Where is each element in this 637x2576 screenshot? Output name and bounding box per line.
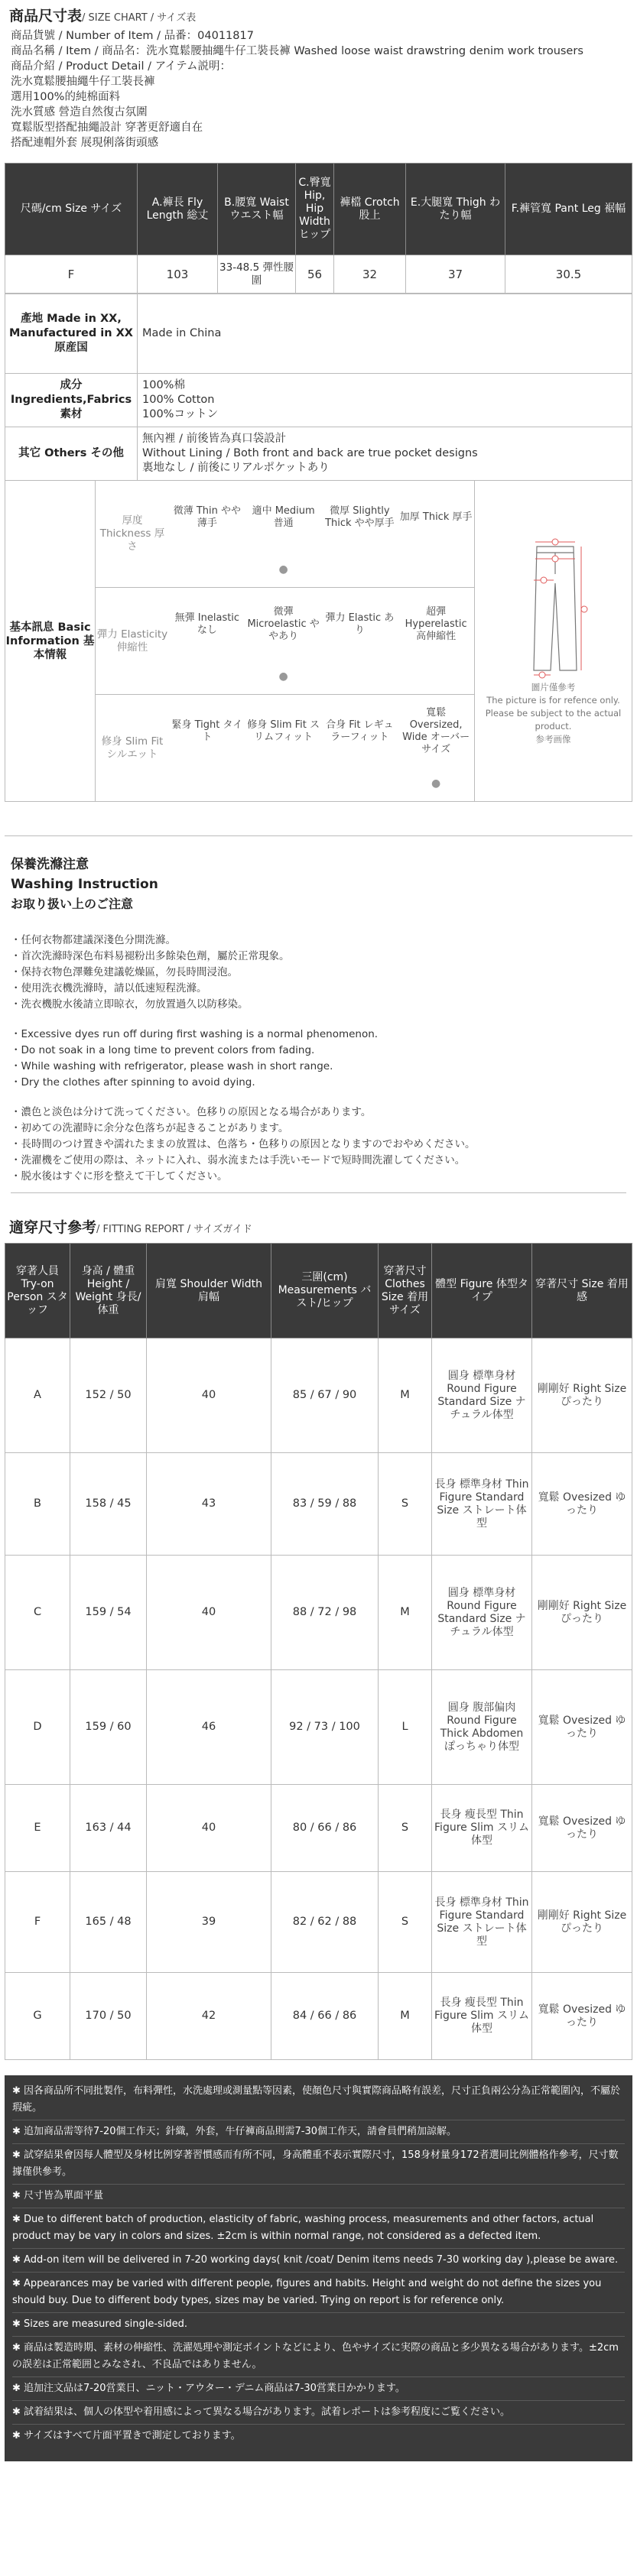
- washing-line: ・Do not soak in a long time to prevent colors from fading.: [11, 1044, 315, 1056]
- length-cell: 103: [138, 255, 218, 294]
- height-weight-cell: 163 / 44: [70, 1785, 147, 1872]
- detail-line: 選用100%的純棉面料: [11, 91, 120, 103]
- fit-feel-header: 穿著尺寸 Size 着用感: [532, 1244, 632, 1338]
- shoulder-cell: 40: [147, 1338, 271, 1453]
- option-label: 超彈 Hyperelastic 高伸縮性: [405, 606, 467, 642]
- figure-cell: 圓身 腹部偏肉 Round Figure Thick Abdomen ぽっちゃり体型: [432, 1670, 532, 1785]
- selection-dot-icon: [169, 554, 245, 585]
- shoulder-cell: 42: [147, 1973, 271, 2060]
- origin-label: 產地 Made in XX, Manufactured in XX 原産国: [5, 294, 138, 374]
- measurements-header: 三圍(cm) Measurements バスト/ヒップ: [271, 1244, 379, 1338]
- washing-title: [11, 855, 626, 914]
- measurements-cell: 85 / 67 / 90: [271, 1338, 379, 1453]
- option-label: 微厚 Slightly Thick やや厚手: [325, 505, 395, 529]
- washing-line: ・首次洗滌時深色布料易褪粉出多餘染色劑，屬於正常現象。: [11, 950, 290, 962]
- fitting-title: [5, 1212, 632, 1238]
- elasticity-label: 彈力 Elasticity 伸縮性: [96, 628, 168, 654]
- person-header: 穿著人員 Try-on Person スタッフ: [5, 1244, 70, 1338]
- fabric-value: 100%棉 100% Cotton 100%コットン: [138, 374, 632, 427]
- fit-feel-cell: 寬鬆 Ovesized ゆったり: [532, 1453, 632, 1556]
- person-cell: A: [5, 1338, 70, 1453]
- figure-cell: 長身 瘦長型 Thin Figure Slim スリム体型: [432, 1785, 532, 1872]
- note-item: ✱ Sizes are measured single-sided.: [12, 2313, 625, 2337]
- selection-dot-icon: [169, 768, 245, 799]
- title-text: 商品尺寸表: [9, 8, 83, 24]
- measurements-cell: 80 / 66 / 86: [271, 1785, 379, 1872]
- option-label: 適中 Medium 普通: [252, 505, 315, 529]
- washing-line: ・脱水後はすぐに形を整えて干してください。: [11, 1170, 228, 1183]
- fit-label: 修身 Slim Fit シルエット: [101, 735, 164, 761]
- fabric-row: [5, 374, 632, 427]
- option-label: 微薄 Thin やや薄手: [173, 505, 242, 529]
- fitting-title-text: 適穿尺寸參考: [9, 1219, 97, 1236]
- others-label: 其它 Others その他: [5, 427, 138, 481]
- pant-leg-cell: 30.5: [505, 255, 632, 294]
- image-note: The picture is for refence only.: [486, 695, 620, 706]
- option-label: 無彈 Inelastic なし: [174, 612, 240, 636]
- thigh-cell: 37: [406, 255, 505, 294]
- note-item: ✱ 追加注文品は7-20営業日、ニット・アウター・デニム商品は7-30営業日かかります。: [12, 2377, 625, 2401]
- selection-dot-icon: [398, 661, 474, 692]
- height-weight-cell: 158 / 45: [70, 1453, 147, 1556]
- option-label: 加厚 Thick 厚手: [399, 511, 473, 523]
- option-label: 修身 Slim Fit スリムフィット: [247, 719, 320, 743]
- person-cell: G: [5, 1973, 70, 2060]
- image-note: Please be subject to the actual product.: [485, 708, 622, 732]
- note-item: ✱ 試穿結果會因每人體型及身材比例穿著習慣感而有所不同，身高體重不表示實際尺寸，158身材量身172者選同比例體格作參考，尺寸數據僅供參考。: [12, 2144, 625, 2185]
- washing-line: ・初めての洗濯時に余分な色落ちが起きることがあります。: [11, 1122, 289, 1134]
- fit-feel-cell: 剛剛好 Right Size ぴったり: [532, 1556, 632, 1670]
- pant-leg-header: F.褲管寬 Pant Leg 裾幅: [505, 164, 632, 255]
- shoulder-cell: 40: [147, 1785, 271, 1872]
- others-value: 無內裡 / 前後皆為真口袋設計 Without Lining / Both front and back are true pocket designs 裏地なし / 前後にリアルポケットあり: [138, 427, 632, 481]
- measurements-cell: 88 / 72 / 98: [271, 1556, 379, 1670]
- elasticity-row: [96, 588, 474, 695]
- note-item: ✱ サイズはすべて片面平置きで測定しております。: [12, 2430, 241, 2441]
- washing-title-zh: 保養洗滌注意: [11, 857, 89, 872]
- detail-line: 寬鬆版型搭配抽繩設計 穿著更舒適自在: [11, 122, 203, 134]
- thickness-row: [96, 481, 474, 588]
- size-chart-title: [5, 0, 632, 27]
- washing-line: ・Dry the clothes after spinning to avoid dying.: [11, 1076, 255, 1088]
- person-cell: E: [5, 1785, 70, 1872]
- note-item: ✱ 試着結果は、個人の体型や着用感によって異なる場合があります。試着レポートは参考程度にご覧ください。: [12, 2401, 625, 2425]
- clothes-size-cell: S: [379, 1872, 432, 1973]
- detail-line: 搭配連帽外套 展現俐落街頭感: [11, 137, 159, 149]
- item-name: 商品名稱 / Item / 商品名：洗水寬鬆腰抽繩牛仔工裝長褲 Washed loose waist drawstring denim work trousers: [11, 45, 583, 57]
- table-row: [5, 1670, 632, 1785]
- washing-line: ・長時間のつけ置きや濡れたままの放置は、色落ち・色移りの原因となりますのでおやめください。: [11, 1138, 476, 1150]
- person-cell: D: [5, 1670, 70, 1785]
- fabric-label: 成分 Ingredients,Fabrics 素材: [5, 374, 138, 427]
- basic-info-grid: [96, 481, 475, 801]
- product-info: [5, 27, 632, 151]
- figure-cell: 圓身 標準身材 Round Figure Standard Size ナチュラル体型: [432, 1338, 532, 1453]
- length-header: A.褲長 Fly Length 総丈: [138, 164, 218, 255]
- clothes-size-cell: M: [379, 1973, 432, 2060]
- note-item: ✱ Add-on item will be delivered in 7-20 working days( knit /coat/ Denim items needs 7-30 working day ),please be aware.: [12, 2249, 625, 2273]
- measurement-diagram: [475, 481, 632, 801]
- height-weight-cell: 170 / 50: [70, 1973, 147, 2060]
- measurements-cell: 92 / 73 / 100: [271, 1670, 379, 1785]
- selection-dot-icon: ●: [278, 670, 288, 683]
- height-weight-cell: 159 / 60: [70, 1670, 147, 1785]
- fit-feel-cell: 寬鬆 Ovesized ゆったり: [532, 1973, 632, 2060]
- measurements-cell: 83 / 59 / 88: [271, 1453, 379, 1556]
- notes-panel: [5, 2075, 632, 2461]
- image-note: 参考画像: [535, 734, 571, 745]
- note-item: ✱ 尺寸皆為單面平量: [12, 2185, 625, 2208]
- fit-feel-cell: 寬鬆 Ovesized ゆったり: [532, 1670, 632, 1785]
- thigh-header: E.大腿寬 Thigh わたり幅: [406, 164, 505, 255]
- selection-dot-icon: [322, 661, 398, 692]
- shoulder-cell: 46: [147, 1670, 271, 1785]
- washing-line: ・洗衣機脫水後請立即晾衣，勿放置過久以防移染。: [11, 998, 249, 1011]
- note-item: ✱ Due to different batch of production, elasticity of fabric, washing process, measurements and other factors, actual product may be vary in colors and sizes. ±2cm is within normal range, not considered as a defected item.: [12, 2208, 625, 2249]
- selection-dot-icon: [245, 768, 322, 799]
- washing-line: ・Excessive dyes run off during first washing is a normal phenomenon.: [11, 1028, 379, 1040]
- washing-line: ・洗濯機をご使用の際は、ネットに入れ、弱水流または手洗いモードで短時間洗濯してください。: [11, 1154, 466, 1166]
- fit-feel-cell: 剛剛好 Right Size ぴったり: [532, 1338, 632, 1453]
- title-subtitle: / SIZE CHART / サイズ表: [82, 12, 197, 24]
- shoulder-cell: 43: [147, 1453, 271, 1556]
- table-row: [5, 1453, 632, 1556]
- figure-cell: 長身 瘦長型 Thin Figure Slim スリム体型: [432, 1973, 532, 2060]
- table-row: [5, 1338, 632, 1453]
- selection-dot-icon: [398, 554, 474, 585]
- waist-header: B.腰寬 Waist ウエスト幅: [218, 164, 296, 255]
- waist-cell: 33-48.5 彈性腰圍: [218, 255, 296, 294]
- measurements-cell: 82 / 62 / 88: [271, 1872, 379, 1973]
- hip-header: C.臀寬 Hip, Hip Width ヒップ: [296, 164, 334, 255]
- fitting-subtitle: / FITTING REPORT / サイズガイド: [96, 1224, 252, 1235]
- measurements-cell: 84 / 66 / 86: [271, 1973, 379, 2060]
- option-label: 微彈 Microelastic ややあり: [247, 606, 320, 642]
- table-row: [5, 1973, 632, 2060]
- fit-feel-cell: 寬鬆 Ovesized ゆったり: [532, 1785, 632, 1872]
- origin-value: Made in China: [138, 294, 632, 374]
- table-row: [5, 1785, 632, 1872]
- basic-info-label: 基本訊息 Basic Information 基本情報: [5, 481, 96, 801]
- washing-line: ・While washing with refrigerator, please wash in short range.: [11, 1060, 333, 1072]
- crotch-cell: 32: [334, 255, 406, 294]
- selection-dot-icon: ●: [278, 563, 288, 576]
- clothes-size-cell: S: [379, 1453, 432, 1556]
- thickness-label: 厚度 Thickness 厚さ: [99, 514, 165, 553]
- fit-row: [96, 695, 474, 802]
- person-cell: F: [5, 1872, 70, 1973]
- washing-line: ・使用洗衣機洗滌時，請以低速短程洗滌。: [11, 982, 207, 994]
- crotch-header: 褲檔 Crotch 股上: [334, 164, 406, 255]
- height-weight-cell: 159 / 54: [70, 1556, 147, 1670]
- option-label: 寬鬆 Oversized, Wide オーバーサイズ: [402, 707, 470, 755]
- detail-line: 洗水寬鬆腰抽繩牛仔工裝長褲: [11, 76, 155, 88]
- table-row: [5, 1556, 632, 1670]
- table-row: [5, 1872, 632, 1973]
- person-cell: C: [5, 1556, 70, 1670]
- table-row: [5, 255, 632, 294]
- selection-dot-icon: [169, 661, 245, 692]
- clothes-size-header: 穿著尺寸 Clothes Size 着用サイズ: [379, 1244, 432, 1338]
- selection-dot-icon: [322, 768, 398, 799]
- figure-header: 體型 Figure 体型タイプ: [432, 1244, 532, 1338]
- shoulder-cell: 40: [147, 1556, 271, 1670]
- fitting-table: [5, 1243, 632, 2060]
- others-row: [5, 427, 632, 481]
- note-item: ✱ 商品は製造時期、素材の伸縮性、洗濯処理や測定ポイントなどにより、色やサイズに実際の商品と多少異なる場合があります。±2cmの誤差は正常範囲とみなされ、不良品ではありません。: [12, 2337, 625, 2377]
- option-label: 緊身 Tight タイト: [171, 719, 243, 743]
- washing-line: ・濃色と淡色は分けて洗ってください。色移りの原因となる場合があります。: [11, 1106, 372, 1118]
- washing-title-en: Washing Instruction: [11, 877, 158, 892]
- detail-table: [5, 294, 632, 481]
- clothes-size-cell: M: [379, 1338, 432, 1453]
- figure-cell: 長身 標準身材 Thin Figure Standard Size ストレート体型: [432, 1872, 532, 1973]
- height-weight-header: 身高 / 體重 Height / Weight 身長/体重: [70, 1244, 147, 1338]
- clothes-size-cell: L: [379, 1670, 432, 1785]
- size-header: 尺碼/cm Size サイズ: [5, 164, 138, 255]
- height-weight-cell: 165 / 48: [70, 1872, 147, 1973]
- person-cell: B: [5, 1453, 70, 1556]
- detail-line: 洗水質感 營造自然復古氛圍: [11, 106, 148, 118]
- selection-dot-icon: [322, 554, 398, 585]
- figure-cell: 圓身 標準身材 Round Figure Standard Size ナチュラル体型: [432, 1556, 532, 1670]
- size-table: [5, 163, 632, 294]
- item-number: 商品貨號 / Number of Item / 品番：04011817: [11, 30, 254, 42]
- clothes-size-cell: M: [379, 1556, 432, 1670]
- washing-title-jp: お取り扱い上のご注意: [11, 897, 134, 911]
- note-item: ✱ 因各商品所不同批製作，布料彈性，水洗處理或測量點等因素，使顏色尺寸與實際商品略有誤差，尺寸正負兩公分為正常範圍內，不屬於瑕疵。: [12, 2080, 625, 2120]
- clothes-size-cell: S: [379, 1785, 432, 1872]
- washing-line: ・保持衣物色澤難免建議乾燥區，勿長時間浸泡。: [11, 966, 238, 978]
- selection-dot-icon: ●: [431, 777, 441, 790]
- washing-instructions: [5, 835, 632, 1201]
- size-cell: F: [5, 255, 138, 294]
- basic-info: [5, 481, 632, 802]
- height-weight-cell: 152 / 50: [70, 1338, 147, 1453]
- product-detail-label: 商品介紹 / Product Detail / アイテム説明：: [11, 60, 232, 73]
- shoulder-cell: 39: [147, 1872, 271, 1973]
- hip-cell: 56: [296, 255, 334, 294]
- fit-feel-cell: 剛剛好 Right Size ぴったり: [532, 1872, 632, 1973]
- origin-row: [5, 294, 632, 374]
- image-note: 圖片僅參考: [531, 682, 576, 693]
- trousers-diagram-icon: [508, 536, 600, 681]
- option-label: 合身 Fit レギュラーフィット: [326, 719, 394, 743]
- washing-list: [11, 933, 626, 1185]
- washing-line: ・任何衣物都建議深淺色分開洗滌。: [11, 934, 176, 946]
- shoulder-header: 肩寬 Shoulder Width 肩幅: [147, 1244, 271, 1338]
- note-item: ✱ Appearances may be varied with different people, figures and habits. Height and weight do not define the sizes you should buy. Due to different body types, sizes may be varied. Trying on report is for reference only.: [12, 2273, 625, 2313]
- figure-cell: 長身 標準身材 Thin Figure Standard Size ストレート体型: [432, 1453, 532, 1556]
- note-item: ✱ 追加商品需等待7-20個工作天；針織，外套，牛仔褲商品則需7-30個工作天，請會員們稍加諒解。: [12, 2120, 625, 2144]
- option-label: 彈力 Elastic あり: [325, 612, 395, 636]
